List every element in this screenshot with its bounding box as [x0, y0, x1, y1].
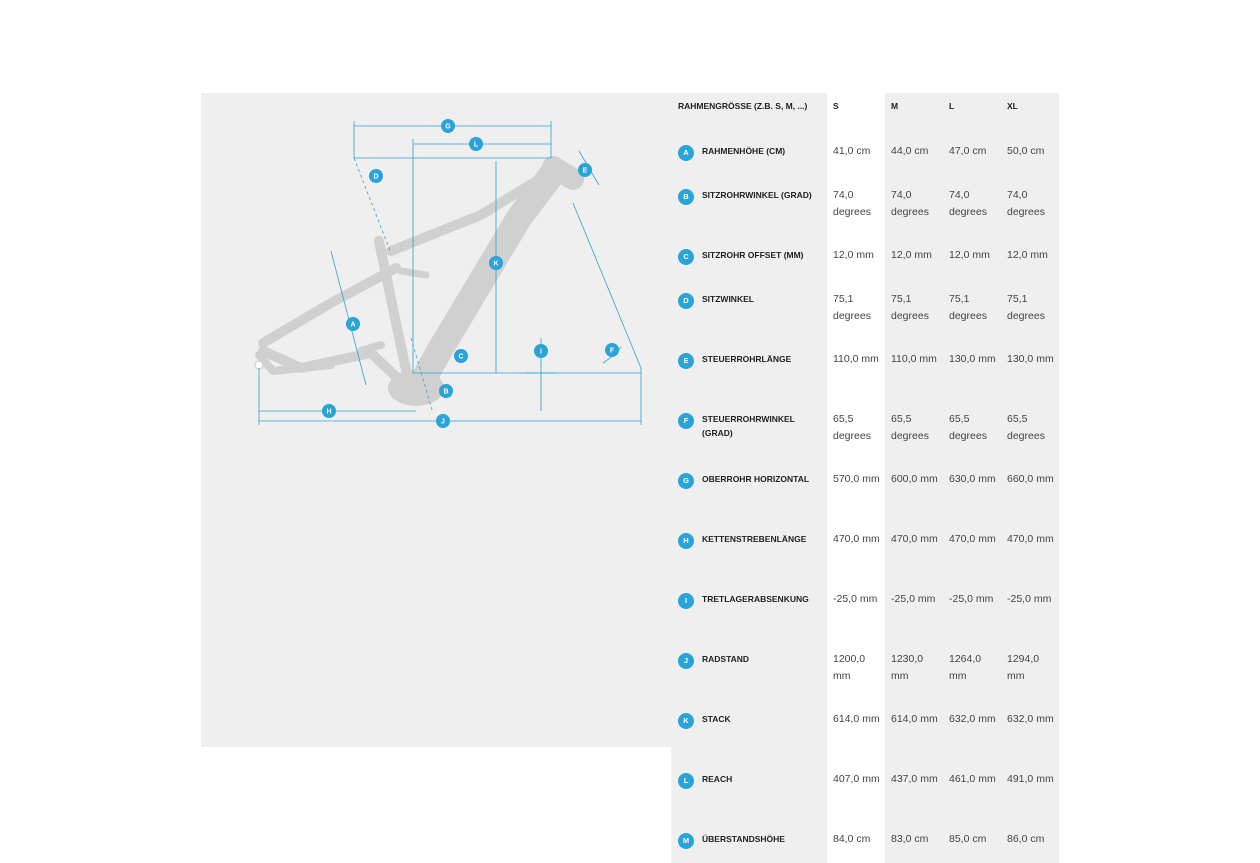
- table-row: [671, 583, 1059, 643]
- row-label-cell: [671, 763, 827, 823]
- value-cell-s: 570,0 mm: [827, 463, 885, 523]
- value-cell-m: 614,0 mm: [885, 703, 943, 763]
- value-cell-l: 130,0 mm: [943, 343, 1001, 403]
- badge-a-text: A: [350, 321, 356, 329]
- table-row: [671, 463, 1059, 523]
- row-label: [678, 532, 827, 549]
- dimension-name: RADSTAND: [702, 654, 750, 664]
- value-cell-m: 470,0 mm: [885, 523, 943, 583]
- value-cell-s: 75,1 degrees: [827, 283, 885, 343]
- badge-g-text: G: [445, 123, 451, 131]
- dimension-name: OBERROHR HORIZONTAL: [702, 474, 810, 484]
- value-cell-l: 470,0 mm: [943, 523, 1001, 583]
- header-size-l: L: [943, 93, 1001, 135]
- value-cell-xl: 65,5 degrees: [1001, 403, 1059, 463]
- value-cell-m: 600,0 mm: [885, 463, 943, 523]
- dimension-name: KETTENSTREBENLÄNGE: [702, 534, 807, 544]
- dimension-badge: I: [678, 593, 694, 609]
- row-label-cell: [671, 583, 827, 643]
- value-cell-l: 1264,0 mm: [943, 643, 1001, 703]
- dimension-name: SITZROHRWINKEL (GRAD): [702, 190, 812, 200]
- table-row: [671, 703, 1059, 763]
- dimension-badge: D: [678, 293, 694, 309]
- row-label-cell: [671, 239, 827, 283]
- row-label-cell: [671, 135, 827, 179]
- badge-f-text: F: [609, 347, 615, 355]
- value-cell-xl: 75,1 degrees: [1001, 283, 1059, 343]
- table-row: [671, 283, 1059, 343]
- value-cell-m: 437,0 mm: [885, 763, 943, 823]
- value-cell-xl: 1294,0 mm: [1001, 643, 1059, 703]
- value-cell-xl: 74,0 degrees: [1001, 179, 1059, 239]
- table-row: [671, 239, 1059, 283]
- value-cell-l: 461,0 mm: [943, 763, 1001, 823]
- badge-d-text: D: [373, 173, 379, 181]
- dimension-badge: B: [678, 189, 694, 205]
- badge-i: [534, 344, 548, 358]
- row-label: [678, 144, 827, 161]
- value-cell-s: -25,0 mm: [827, 583, 885, 643]
- value-cell-xl: 632,0 mm: [1001, 703, 1059, 763]
- dimension-name: SITZROHR OFFSET (MM): [702, 250, 804, 260]
- table-row: [671, 343, 1059, 403]
- dimension-badge: A: [678, 145, 694, 161]
- table-row: [671, 763, 1059, 823]
- geometry-table: [671, 93, 1059, 863]
- dimension-badge: H: [678, 533, 694, 549]
- header-size-s: S: [827, 93, 885, 135]
- frame-geometry-diagram: [201, 93, 671, 747]
- dimension-name: ÜBERSTANDSHÖHE: [702, 834, 785, 844]
- badge-d: [369, 169, 383, 183]
- badge-h: [322, 404, 336, 418]
- value-cell-m: -25,0 mm: [885, 583, 943, 643]
- value-cell-s: 614,0 mm: [827, 703, 885, 763]
- dimension-name: SITZWINKEL: [702, 294, 754, 304]
- dimension-badge: M: [678, 833, 694, 849]
- table-row: [671, 179, 1059, 239]
- row-label-cell: [671, 703, 827, 763]
- value-cell-s: 12,0 mm: [827, 239, 885, 283]
- badge-l-text: L: [473, 141, 479, 149]
- value-cell-xl: 470,0 mm: [1001, 523, 1059, 583]
- row-label: [678, 292, 827, 309]
- value-cell-xl: 86,0 cm: [1001, 823, 1059, 863]
- value-cell-l: 630,0 mm: [943, 463, 1001, 523]
- row-label: [678, 188, 827, 205]
- value-cell-s: 110,0 mm: [827, 343, 885, 403]
- value-cell-l: 65,5 degrees: [943, 403, 1001, 463]
- dimension-badge: K: [678, 713, 694, 729]
- bike-frame: [259, 167, 573, 393]
- row-label: [678, 248, 827, 265]
- badge-e-text: E: [582, 167, 588, 175]
- value-cell-s: 74,0 degrees: [827, 179, 885, 239]
- badge-j-text: J: [441, 418, 445, 426]
- row-label: [678, 772, 827, 789]
- badge-b-text: B: [443, 388, 449, 396]
- row-label: [678, 352, 827, 369]
- dimension-badge: E: [678, 353, 694, 369]
- diagram-badges: [322, 119, 619, 428]
- dimension-name: STEUERROHRLÄNGE: [702, 354, 792, 364]
- row-label: [678, 712, 827, 729]
- value-cell-m: 75,1 degrees: [885, 283, 943, 343]
- value-cell-s: 65,5 degrees: [827, 403, 885, 463]
- value-cell-m: 44,0 cm: [885, 135, 943, 179]
- dimension-badge: F: [678, 413, 694, 429]
- value-cell-m: 83,0 cm: [885, 823, 943, 863]
- value-cell-xl: 491,0 mm: [1001, 763, 1059, 823]
- badge-b: [439, 384, 453, 398]
- row-label: [678, 412, 827, 440]
- value-cell-l: 85,0 cm: [943, 823, 1001, 863]
- dimension-name: STACK: [702, 714, 731, 724]
- value-cell-xl: 50,0 cm: [1001, 135, 1059, 179]
- dimension-badge: L: [678, 773, 694, 789]
- badge-h-text: H: [326, 408, 332, 416]
- value-cell-s: 470,0 mm: [827, 523, 885, 583]
- value-cell-m: 12,0 mm: [885, 239, 943, 283]
- value-cell-l: 74,0 degrees: [943, 179, 1001, 239]
- header-frame-size: RAHMENGRÖSSE (Z.B. S, M, ...): [671, 93, 827, 135]
- value-cell-m: 110,0 mm: [885, 343, 943, 403]
- row-label-cell: [671, 463, 827, 523]
- header-size-m: M: [885, 93, 943, 135]
- table-row: [671, 403, 1059, 463]
- value-cell-s: 1200,0 mm: [827, 643, 885, 703]
- value-cell-s: 41,0 cm: [827, 135, 885, 179]
- dimension-name: STEUERROHRWINKEL (GRAD): [702, 414, 795, 438]
- value-cell-xl: 660,0 mm: [1001, 463, 1059, 523]
- value-cell-s: 407,0 mm: [827, 763, 885, 823]
- dimension-badge: G: [678, 473, 694, 489]
- dimension-badge: C: [678, 249, 694, 265]
- badge-a: [346, 317, 360, 331]
- row-label-cell: [671, 343, 827, 403]
- badge-l: [469, 137, 483, 151]
- badge-f: [605, 343, 619, 357]
- value-cell-l: 75,1 degrees: [943, 283, 1001, 343]
- row-label-cell: [671, 523, 827, 583]
- badge-k: [489, 256, 503, 270]
- value-cell-l: 12,0 mm: [943, 239, 1001, 283]
- value-cell-m: 1230,0 mm: [885, 643, 943, 703]
- row-label-cell: [671, 179, 827, 239]
- dimension-name: REACH: [702, 774, 733, 784]
- value-cell-l: -25,0 mm: [943, 583, 1001, 643]
- row-label-cell: [671, 403, 827, 463]
- row-label: [678, 652, 827, 669]
- value-cell-m: 74,0 degrees: [885, 179, 943, 239]
- value-cell-l: 632,0 mm: [943, 703, 1001, 763]
- badge-c-text: C: [458, 353, 464, 361]
- dimension-badge: J: [678, 653, 694, 669]
- table-row: [671, 523, 1059, 583]
- header-size-xl: XL: [1001, 93, 1059, 135]
- badge-k-text: K: [493, 260, 499, 268]
- dimension-name: TRETLAGERABSENKUNG: [702, 594, 809, 604]
- row-label-cell: [671, 823, 827, 863]
- badge-j: [436, 414, 450, 428]
- row-label-cell: [671, 643, 827, 703]
- table-row: [671, 823, 1059, 863]
- badge-e: [578, 163, 592, 177]
- value-cell-xl: -25,0 mm: [1001, 583, 1059, 643]
- table-row: [671, 643, 1059, 703]
- row-label: [678, 832, 827, 849]
- badge-i-text: I: [540, 348, 542, 356]
- value-cell-xl: 12,0 mm: [1001, 239, 1059, 283]
- table-header-row: [671, 93, 1059, 135]
- value-cell-xl: 130,0 mm: [1001, 343, 1059, 403]
- table-row: [671, 135, 1059, 179]
- value-cell-s: 84,0 cm: [827, 823, 885, 863]
- badge-g: [441, 119, 455, 133]
- row-label-cell: [671, 283, 827, 343]
- value-cell-m: 65,5 degrees: [885, 403, 943, 463]
- row-label: [678, 472, 827, 489]
- value-cell-l: 47,0 cm: [943, 135, 1001, 179]
- row-label: [678, 592, 827, 609]
- geometry-table-wrap: [671, 93, 1059, 845]
- dimension-name: RAHMENHÖHE (CM): [702, 146, 786, 156]
- badge-c: [454, 349, 468, 363]
